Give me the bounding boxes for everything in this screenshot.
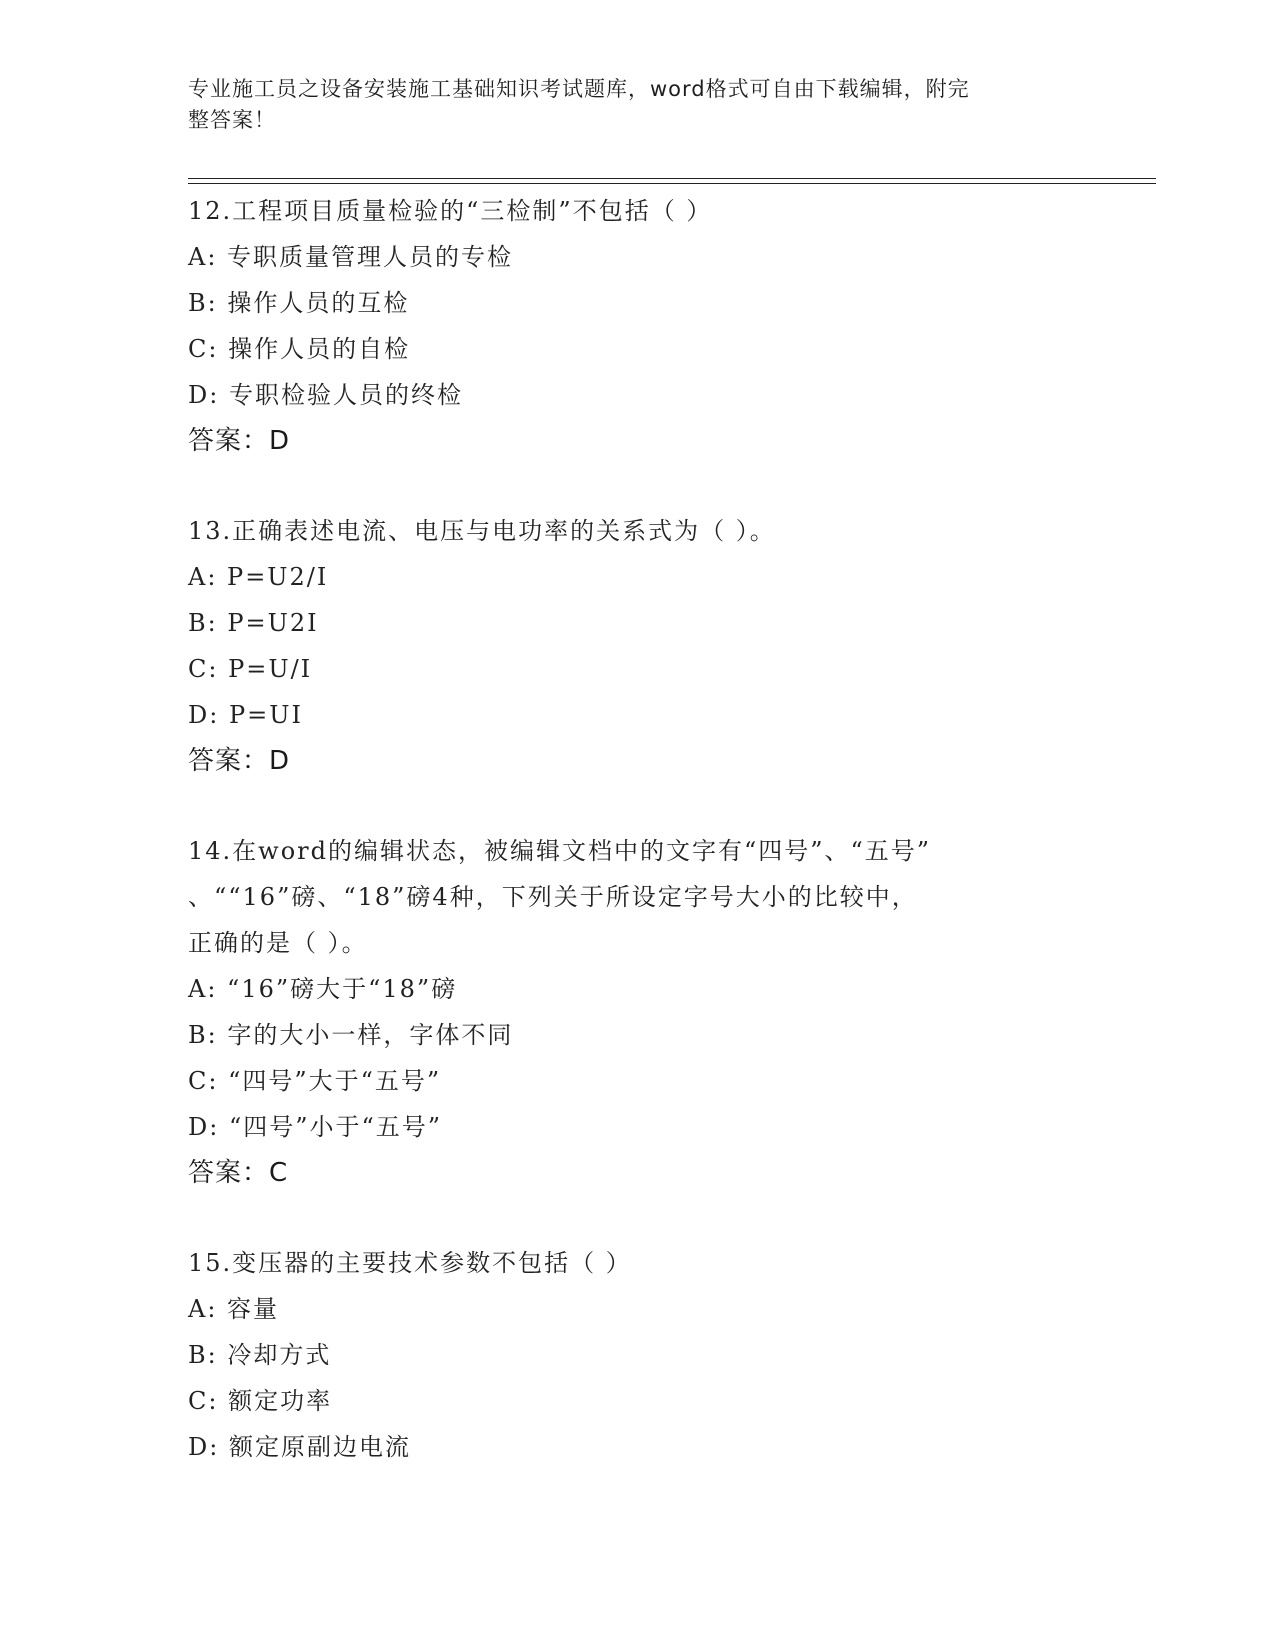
option-a: A: 专职质量管理人员的专检 [188,243,514,271]
question-stem-line: 12.工程项目质量检验的“三检制”不包括（ ） [188,197,713,225]
question-stem [188,508,1088,554]
question-stem-line: 14.在word的编辑状态，被编辑文档中的文字有“四号”、“五号” [188,837,932,865]
option-d: D: 额定原副边电流 [188,1433,411,1461]
question-15 [188,1240,1088,1470]
header-divider-top [188,178,1156,179]
question-stem-line: 正确的是（ ）。 [188,929,368,957]
option-c: C: “四号”大于“五号” [188,1067,442,1095]
header-line-1: 专业施工员之设备安装施工基础知识考试题库，word格式可自由下载编辑，附完 [188,77,970,101]
question-stem-line: 15.变压器的主要技术参数不包括（ ） [188,1249,632,1277]
option-b: B: 字的大小一样，字体不同 [188,1021,514,1049]
option-a: A: “16”磅大于“18”磅 [188,975,458,1003]
question-stem [188,828,1088,966]
option-c: C: P=U/I [188,655,313,683]
document-header [188,74,1088,136]
question-12 [188,188,1088,464]
header-line-2: 整答案！ [188,108,276,132]
header-divider-bottom [188,183,1156,184]
option-d: D: 专职检验人员的终检 [188,381,463,409]
question-stem [188,188,1088,234]
option-b: B: 操作人员的互检 [188,289,410,317]
answer: 答案：D [188,426,291,456]
question-14 [188,828,1088,1196]
option-d: D: “四号”小于“五号” [188,1113,443,1141]
question-stem-line: 、““16”磅、“18”磅4种，下列关于所设定字号大小的比较中， [188,883,918,911]
question-stem [188,1240,1088,1286]
option-d: D: P=UI [188,701,303,729]
option-a: A: 容量 [188,1295,280,1323]
option-a: A: P=U2/I [188,563,329,591]
option-c: C: 操作人员的自检 [188,335,411,363]
question-13 [188,508,1088,784]
option-b: B: P=U2I [188,609,319,637]
option-b: B: 冷却方式 [188,1341,332,1369]
answer: 答案：D [188,746,291,776]
answer: 答案：C [188,1158,289,1188]
question-stem-line: 13.正确表述电流、电压与电功率的关系式为（ ）。 [188,517,776,545]
option-c: C: 额定功率 [188,1387,333,1415]
